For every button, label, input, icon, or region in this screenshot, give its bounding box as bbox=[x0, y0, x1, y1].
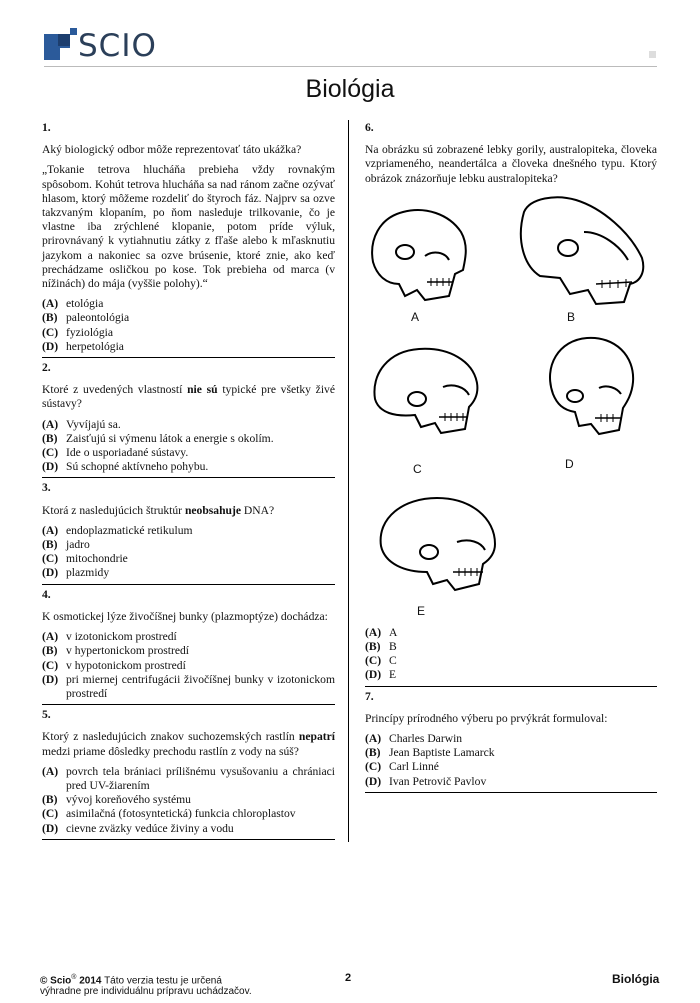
question-text: Aký biologický odbor môže reprezentovať táto ukážka? bbox=[42, 143, 302, 157]
answer-option[interactable]: (B) vývoj koreňového systému bbox=[42, 793, 191, 807]
answer-option[interactable]: (A) povrch tela brániaci prílišnému vysušovaniu a chrániaci pred UV-žiarením bbox=[42, 764, 335, 792]
answer-options bbox=[42, 765, 335, 836]
skull-figure bbox=[365, 192, 657, 622]
answer-option[interactable]: (C) mitochondrie bbox=[42, 552, 128, 566]
skull-label-d: D bbox=[565, 456, 574, 471]
question-number: 1. bbox=[42, 121, 51, 134]
header-marker bbox=[649, 51, 656, 58]
question-6 bbox=[365, 121, 657, 683]
question-number: 7. bbox=[365, 689, 374, 703]
question-separator bbox=[42, 357, 335, 358]
question-1 bbox=[42, 121, 335, 354]
question-number: 5. bbox=[42, 708, 51, 722]
skull-c-icon bbox=[365, 337, 485, 447]
question-separator bbox=[365, 792, 657, 793]
answer-option[interactable]: (B) Zaisťujú si výmenu látok a energie s okolím. bbox=[42, 431, 274, 445]
skull-b-icon bbox=[510, 192, 650, 312]
answer-option[interactable]: (C) asimilačná (fotosyntetická) funkcia chloroplastov bbox=[42, 807, 296, 821]
question-number: 2. bbox=[42, 361, 51, 375]
question-text: K osmotickej lýze živočíšnej bunky (plazmoptýze) dochádza: bbox=[42, 609, 328, 623]
answer-option[interactable]: (A) v izotonickom prostredí bbox=[42, 630, 177, 644]
answer-options bbox=[42, 418, 335, 475]
answer-options bbox=[42, 297, 335, 354]
answer-option[interactable]: (C) Ide o usporiadané sústavy. bbox=[42, 446, 189, 460]
skull-d-icon bbox=[533, 330, 643, 450]
logo-text: SCIO bbox=[78, 28, 157, 64]
page-title: Biológia bbox=[305, 75, 395, 103]
answer-option[interactable]: (B) jadro bbox=[42, 538, 90, 552]
answer-options bbox=[365, 626, 657, 683]
question-passage: „Tokanie tetrova hlucháňa prebieha vždy rovnakým spôsobom. Kohút tetrova hlucháňa sa nad ránom začne ozývať hlasom, ktorý môžeme rozdeliť do štyroch fáz. Najprv sa ozve takzvaným klopaním, po ňom nasleduje trilkovanie, čo je vlastne iba zrýchlené klopanie, potom príde výluk, prirovnávaný k vytiahnutiu zátky z fľaše alebo k mľasknutiu jazykom a nakoniec sa ozve brúsenie, ktoré znie, ako keď prechádzame osličkou po kose. Tok prebieha od marca (v nížinách) do mája (vyššie polohy).“ bbox=[42, 163, 335, 291]
header-rule bbox=[44, 66, 657, 67]
question-text: Ktoré z uvedených vlastností nie sú typické pre všetky živé sústavy? bbox=[42, 383, 335, 411]
answer-option[interactable]: (A) A bbox=[365, 625, 398, 639]
answer-option[interactable]: (C) Carl Linné bbox=[365, 760, 439, 774]
answer-option[interactable]: (C) fyziológia bbox=[42, 325, 114, 339]
question-3 bbox=[42, 481, 335, 580]
answer-option[interactable]: (D) E bbox=[365, 668, 397, 682]
answer-option[interactable]: (B) Jean Baptiste Lamarck bbox=[365, 746, 495, 760]
question-text: Princípy prírodného výberu po prvýkrát formuloval: bbox=[365, 711, 608, 725]
answer-option[interactable]: (D) pri miernej centrifugácii živočíšnej bunky v izotonickom prostredí bbox=[42, 672, 335, 700]
question-separator bbox=[42, 839, 335, 840]
answer-option[interactable]: (A) Vyvíjajú sa. bbox=[42, 417, 121, 431]
answer-option[interactable]: (D) herpetológia bbox=[42, 339, 124, 353]
skull-e-icon bbox=[373, 492, 503, 602]
skull-label-b: B bbox=[567, 309, 576, 324]
answer-option[interactable]: (D) Ivan Petrovič Pavlov bbox=[365, 774, 487, 788]
right-column bbox=[365, 118, 657, 796]
answer-option[interactable]: (D) plazmidy bbox=[42, 566, 110, 580]
question-4 bbox=[42, 588, 335, 701]
question-number: 4. bbox=[42, 587, 51, 601]
question-separator bbox=[42, 477, 335, 478]
question-separator bbox=[42, 704, 335, 705]
answer-option[interactable]: (C) C bbox=[365, 654, 397, 668]
question-text: Ktorá z nasledujúcich štruktúr neobsahuje DNA? bbox=[42, 503, 275, 517]
answer-option[interactable]: (A) etológia bbox=[42, 297, 104, 311]
answer-option[interactable]: (A) Charles Darwin bbox=[365, 732, 463, 746]
answer-options bbox=[42, 630, 335, 701]
answer-option[interactable]: (C) v hypotonickom prostredí bbox=[42, 658, 186, 672]
skull-label-c: C bbox=[413, 461, 422, 476]
question-separator bbox=[42, 584, 335, 585]
question-number: 6. bbox=[365, 121, 374, 134]
question-text: Na obrázku sú zobrazené lebky gorily, australopiteka, človeka vzpriameného, neandertálca a človeka dnešného typu. Ktorý obrázok znázorňuje lebku australopiteka? bbox=[365, 143, 657, 185]
footer-subject: Biológia bbox=[612, 972, 660, 986]
question-5 bbox=[42, 708, 335, 836]
answer-option[interactable]: (A) endoplazmatické retikulum bbox=[42, 523, 193, 537]
left-column bbox=[42, 118, 335, 843]
skull-a-icon bbox=[365, 200, 475, 310]
footer-page-number: 2 bbox=[345, 972, 352, 984]
question-2 bbox=[42, 361, 335, 474]
answer-option[interactable]: (B) B bbox=[365, 640, 397, 654]
answer-options bbox=[42, 524, 335, 581]
skull-label-e: E bbox=[417, 603, 426, 618]
answer-option[interactable]: (B) paleontológia bbox=[42, 311, 130, 325]
footer-copyright: © Scio® 2014 Táto verzia testu je určená výhradne pre individuálnu prípravu uchádzačov. bbox=[40, 974, 252, 998]
answer-options bbox=[365, 732, 657, 789]
answer-option[interactable]: (D) cievne zväzky vedúce živiny a vodu bbox=[42, 821, 234, 835]
column-divider bbox=[348, 120, 349, 842]
skull-label-a: A bbox=[411, 309, 420, 324]
answer-option[interactable]: (D) Sú schopné aktívneho pohybu. bbox=[42, 460, 209, 474]
question-7 bbox=[365, 690, 657, 789]
question-text: Ktorý z nasledujúcich znakov suchozemských rastlín nepatrí medzi priame dôsledky prechodu rastlín z vody na súš? bbox=[42, 730, 335, 758]
question-number: 3. bbox=[42, 481, 51, 495]
question-separator bbox=[365, 686, 657, 687]
answer-option[interactable]: (B) v hypertonickom prostredí bbox=[42, 644, 189, 658]
